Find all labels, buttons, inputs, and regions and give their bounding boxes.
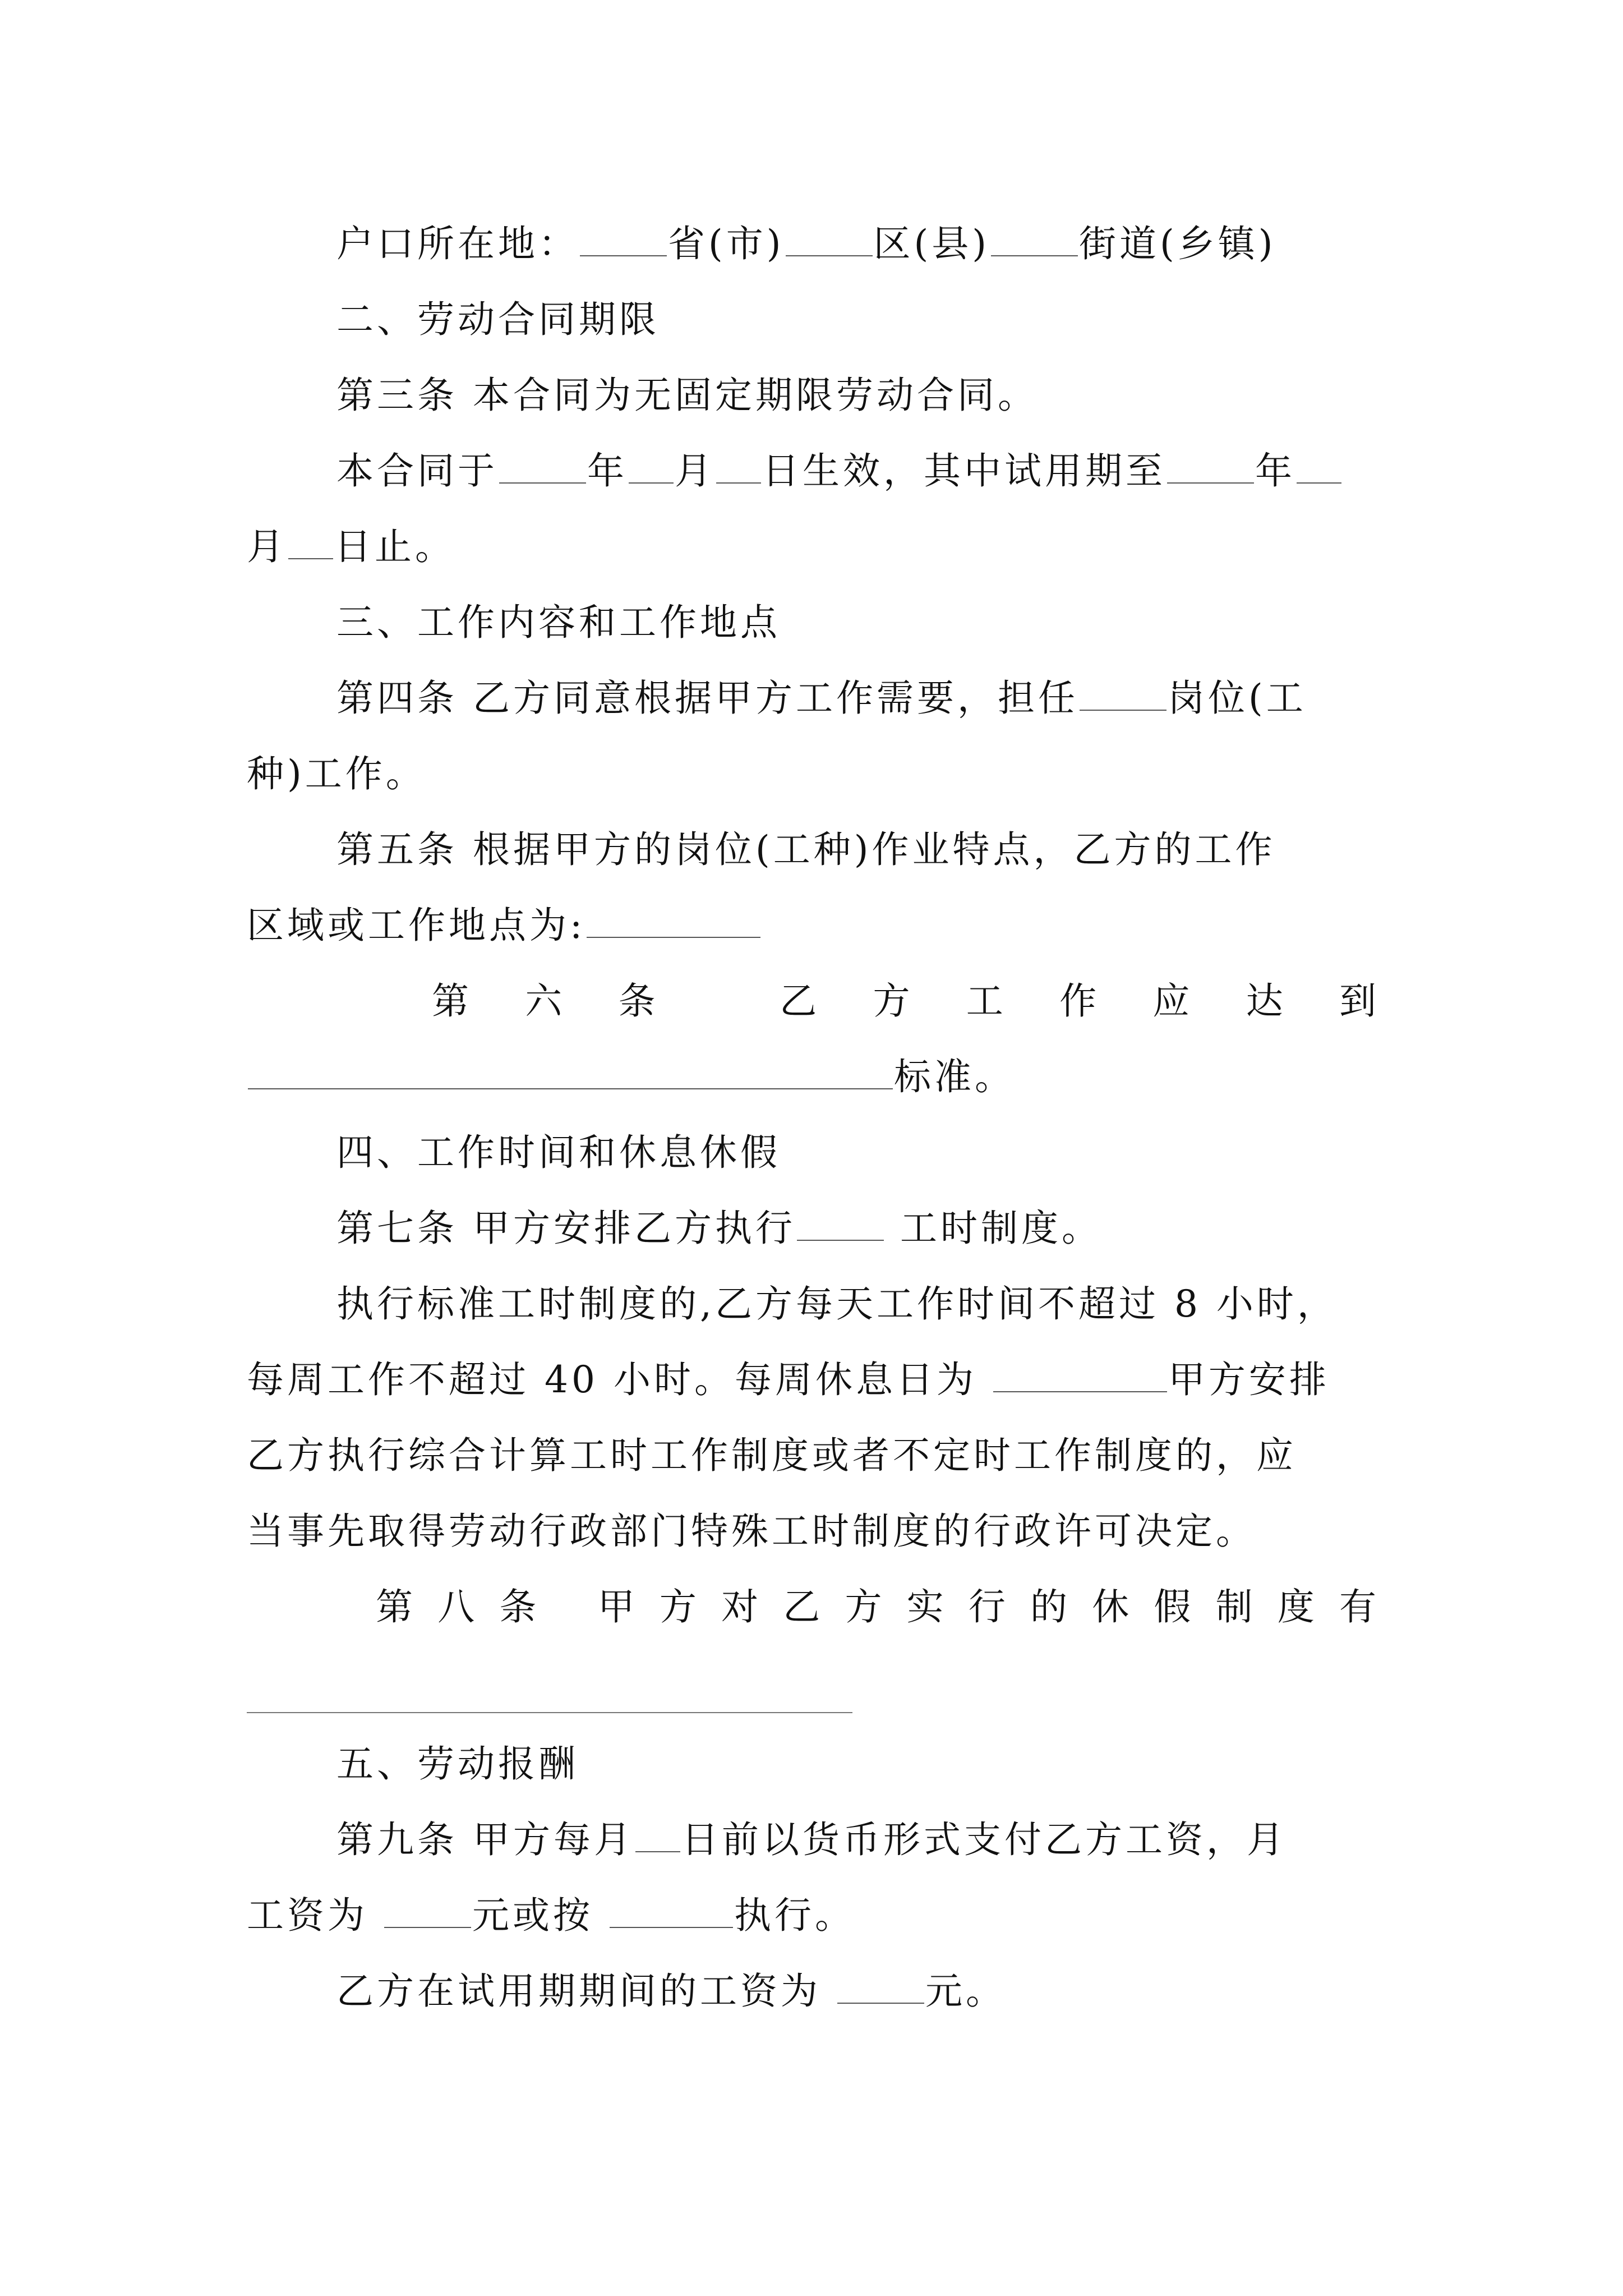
blank-wage-standard	[610, 1893, 733, 1928]
probation-year-label: 年	[1255, 449, 1295, 493]
article-4	[247, 673, 1380, 724]
probation-wage-label: 乙方在试用期期间的工资为	[336, 1970, 821, 2013]
district-label: 区(县)	[873, 222, 990, 265]
blank-probation-year	[1167, 449, 1254, 484]
monthly-wage-label: 工资为	[247, 1894, 368, 1937]
article-7	[247, 1203, 1380, 1254]
article-9	[247, 1815, 1380, 1865]
article-6: 第六条 乙方工作应达到	[432, 979, 1380, 1023]
year-label: 年	[587, 449, 628, 493]
blank-district	[786, 222, 873, 256]
section-heading-contract-term: 二、劳动合同期限	[336, 298, 660, 341]
work-location-label: 区域或工作地点为:	[247, 904, 586, 947]
blank-work-standard	[248, 1055, 893, 1089]
article-4-continuation: 种)工作。	[247, 752, 426, 795]
employer-arrange-label: 甲方安排	[1168, 1358, 1330, 1401]
blank-rest-day	[993, 1358, 1167, 1392]
blank-probation-wage	[837, 1969, 924, 2004]
pay-method-text: 日前以货币形式支付乙方工资，月	[681, 1818, 1287, 1861]
article-7-text: 第七条 甲方安排乙方执行	[336, 1207, 796, 1250]
yuan-label: 元。	[925, 1970, 1006, 2013]
household-location-line	[247, 219, 1380, 269]
article-4-text: 第四条 乙方同意根据甲方工作需要，担任	[336, 677, 1078, 720]
effective-date-label: 本合同于	[336, 449, 498, 493]
blank-position	[1080, 676, 1166, 711]
effective-date-line	[247, 446, 1380, 496]
probation-end-line	[247, 522, 1380, 572]
blank-province	[580, 222, 667, 256]
section-heading-work-hours: 四、工作时间和休息休假	[336, 1131, 781, 1174]
blank-year	[499, 449, 586, 484]
execute-label: 执行。	[734, 1894, 855, 1937]
blank-hour-system	[797, 1206, 884, 1241]
monthly-wage-line	[247, 1890, 1380, 1941]
blank-month	[629, 449, 674, 484]
article-8: 第八条 甲方对乙方实行的休假制度有	[376, 1585, 1380, 1628]
blank-monthly-wage	[384, 1893, 471, 1928]
blank-day	[716, 449, 761, 484]
province-label: 省(市)	[668, 222, 785, 265]
probation-end-label: 日止。	[334, 525, 455, 568]
article-5: 第五条 根据甲方的岗位(工种)作业特点，乙方的工作	[336, 828, 1276, 871]
standard-hours-text: 执行标准工时制度的,乙方每天工作时间不超过 8 小时，	[336, 1282, 1338, 1326]
weekly-hours-text: 每周工作不超过 40 小时。每周休息日为	[247, 1358, 977, 1401]
section-heading-work-content: 三、工作内容和工作地点	[336, 601, 781, 644]
comprehensive-hours-text: 乙方执行综合计算工时工作制度或者不定时工作制度的，应	[247, 1434, 1297, 1477]
weekly-hours-line	[247, 1355, 1380, 1405]
article-5-continuation	[247, 900, 1380, 951]
blank-vacation-system	[247, 1712, 852, 1713]
blank-street	[991, 222, 1078, 256]
blank-probation-day	[288, 524, 333, 559]
blank-work-location	[587, 903, 760, 938]
probation-month-label: 月	[247, 525, 287, 568]
article-6-continuation	[247, 1052, 1380, 1102]
probation-label: 日生效，其中试用期至	[762, 449, 1166, 493]
blank-pay-day	[635, 1818, 680, 1852]
street-label: 街道(乡镇)	[1079, 222, 1276, 265]
yuan-or-label: 元或按	[472, 1894, 593, 1937]
probation-wage-line	[247, 1966, 1380, 2017]
article-9-text: 第九条 甲方每月	[336, 1818, 634, 1861]
administrative-permit-text: 当事先取得劳动行政部门特殊工时制度的行政许可决定。	[247, 1510, 1256, 1553]
blank-probation-month	[1297, 449, 1341, 484]
article-3: 第三条 本合同为无固定期限劳动合同。	[336, 374, 1038, 417]
position-label: 岗位(工	[1167, 677, 1307, 720]
standard-label: 标准。	[894, 1055, 1015, 1098]
section-heading-remuneration: 五、劳动报酬	[336, 1742, 579, 1786]
household-location-label: 户口所在地：	[336, 222, 579, 265]
hour-system-label: 工时制度。	[900, 1207, 1102, 1250]
month-label: 月	[675, 449, 715, 493]
